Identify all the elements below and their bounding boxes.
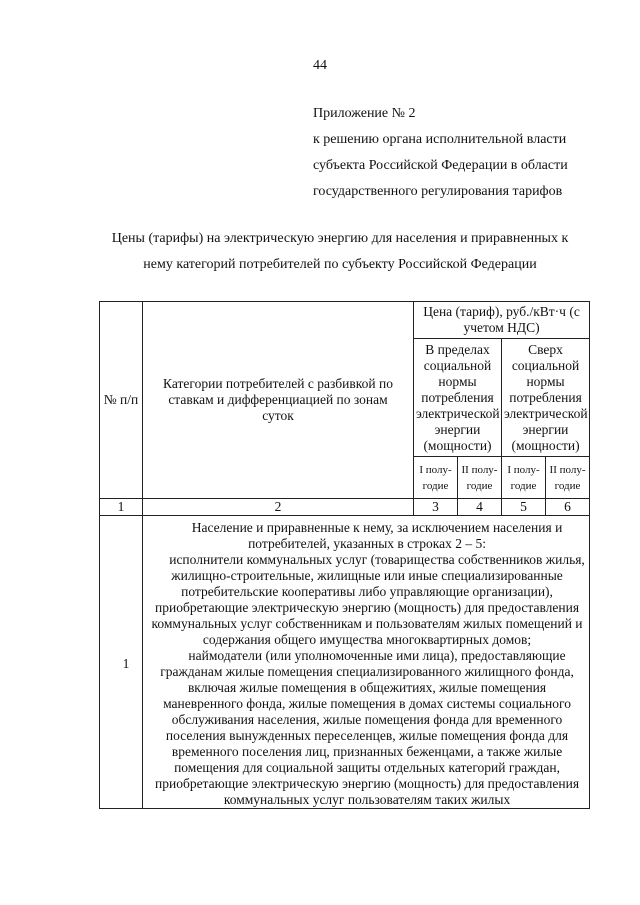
tariff-table: [99, 301, 590, 809]
row-number: 1: [100, 516, 143, 809]
column-number: 1: [100, 499, 143, 516]
header-half: I полу- годие: [414, 457, 458, 499]
column-number: 6: [546, 499, 590, 516]
column-number: 4: [458, 499, 502, 516]
header-half: II полу- годие: [546, 457, 590, 499]
column-number: 2: [143, 499, 414, 516]
row-paragraph: исполнители коммунальных услуг (товарищества собственников жилья, жилищно-строительные, жилищные или иные специализированные потребительские кооперативы либо управляющие организации), приобретающие электрическую энергию (мощность) для предоставления коммунальных услуг собственникам и пользователям жилых помещений и содержания общего имущества многоквартирных домов;: [151, 552, 585, 647]
row-paragraph: Население и приравненные к нему, за исключением населения и потребителей, указанных в строках 2 – 5:: [191, 520, 563, 551]
appendix-title: Приложение № 2: [313, 106, 416, 121]
table-row: [100, 516, 590, 809]
row-description: [143, 516, 590, 809]
header-category: Категории потребителей с разбивкой по ставкам и дифференциацией по зонам суток: [143, 302, 414, 499]
appendix-line: к решению органа исполнительной власти: [313, 132, 567, 147]
column-number: 5: [502, 499, 546, 516]
column-number: 3: [414, 499, 458, 516]
row-paragraph: наймодатели (или уполномоченные ими лица), предоставляющие гражданам жилые помещения специализированного жилищного фонда, включая жилые помещения в общежитиях, жилые помещения маневренного фонда, жилые помещения в домах системы социального обслуживания населения, жилые помещения фонда для временного поселения вынужденных переселенцев, жилые помещения фонда для временного поселения лиц, признанных беженцами, а также жилые помещения для социальной защиты отдельных категорий граждан, приобретающие электрическую энергию (мощность) для предоставления коммунальных услуг пользователям таких жилых: [155, 648, 580, 807]
document-title-line: нему категорий потребителей по субъекту Российской Федерации: [143, 257, 537, 272]
header-num: № п/п: [100, 302, 143, 499]
page-number: 44: [313, 58, 327, 73]
appendix-line: субъекта Российской Федерации в области: [313, 158, 568, 173]
header-half: I полу- годие: [502, 457, 546, 499]
document-title-line: Цены (тарифы) на электрическую энергию для населения и приравненных к: [111, 231, 569, 246]
header-half: II полу- годие: [458, 457, 502, 499]
header-price: Цена (тариф), руб./кВт·ч (с учетом НДС): [414, 302, 590, 339]
appendix-line: государственного регулирования тарифов: [313, 184, 563, 199]
header-within-norm: В пределах социальной нормы потребления электрической энергии (мощности): [414, 339, 502, 457]
header-above-norm: Сверх социальной нормы потребления электрической энергии (мощности): [502, 339, 590, 457]
